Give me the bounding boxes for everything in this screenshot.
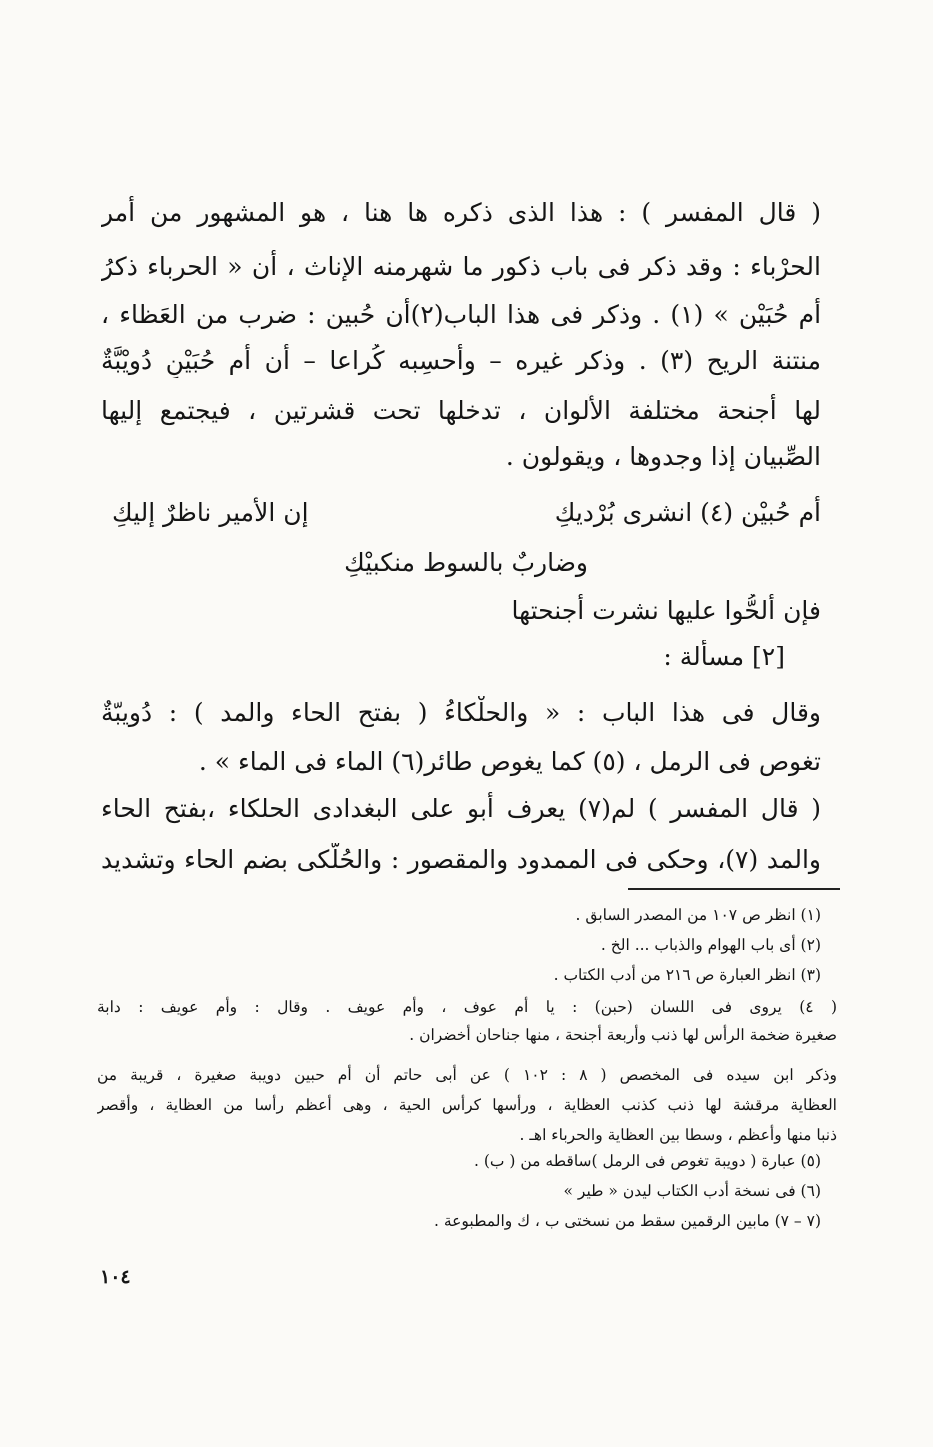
body-line: تغوص فى الرمل ، (٥) كما يغوص طائر(٦) الماء فى الماء » . — [198, 747, 821, 776]
footnote: (٥) عبارة ( دويبة تغوص فى الرمل )ساقطه من ( ب) . — [473, 1152, 821, 1170]
verse-hemistich-right: أم حُبيْن (٤) انشرى بُرْديكِ — [554, 498, 821, 527]
verse-line: فإن ألحُّوا عليها نشرت أجنحتها — [511, 596, 821, 625]
verse-hemistich-left: إن الأمير ناظرٌ إليكِ — [112, 498, 309, 527]
body-line: لها أجنحة مختلفة الأَلوان ، تدخلها تحت قشرتين ، فيجتمع إليها — [101, 396, 821, 425]
body-line: وقال فى هذا الباب : « والحلْكاءُ ( بفتح الحاء والمد ) : دُويبّةٌ — [101, 698, 821, 727]
body-line: ( قال المفسر ) لم(٧) يعرف أبو على البغدادى الحلكاء ،بفتح الحاء — [101, 794, 821, 823]
body-line: الصِّبيان إذا وجدوها ، ويقولون . — [505, 442, 821, 471]
body-line: منتنة الريح (٣) . وذكر غيره – وأحسِبه كُراعا – أن أم حُبَيْنٍ دُويْبَّةٌ — [101, 346, 821, 375]
section-heading: [٢] مسألة : — [663, 642, 785, 671]
page-number: ١٠٤ — [100, 1266, 131, 1288]
footnote: (٢) أى باب الهوام والذباب ... الخ . — [600, 936, 821, 954]
body-line: أم حُبَيْن » (١) . وذكر فى هذا الباب(٢)أن حُبين : ضرب من العَظاء ، — [101, 300, 821, 329]
footnote: العظاية مرقشة لها ذنب كذنب العظاية ، ورأسها كرأس الحية ، وهى أعظم رأسا من العظاية ، وأقصر — [97, 1096, 837, 1114]
footnote: ( ٤) يروى فى اللسان (حبن) : يا أم عوف ، وأم عويف . وقال : وأم عويف : دابة — [97, 998, 837, 1016]
footnote: (١) انظر ص ١٠٧ من المصدر السابق . — [575, 906, 821, 924]
footnote: وذكر ابن سيده فى المخصص ( ٨ : ١٠٢ ) عن أبى حاتم أن أم حبين دويبة صغيرة ، قريبة من — [97, 1066, 837, 1084]
footnote: (٦) فى نسخة أدب الكتاب ليدن « طير » — [563, 1182, 821, 1200]
footnote-separator — [628, 888, 840, 890]
footnote: صغيرة ضخمة الرأس لها ذنب وأربعة أجنحة ، منها جناحان أخضران . — [409, 1026, 837, 1044]
footnote: (٧ – ٧) مابين الرقمين سقط من نسختى ب ، ك والمطبوعة . — [433, 1212, 821, 1230]
body-line: الحرْباء : وقد ذكر فى باب ذكور ما شهرمنه الإناث ، أن « الحرباء ذكرُ — [101, 252, 821, 281]
body-line: ( قال المفسر ) : هذا الذى ذكره ها هنا ، هو المشهور من أمر — [101, 198, 821, 227]
body-line: والمد (٧)، وحكى فى الممدود والمقصور : والحُلَّكى بضم الحاء وتشديد — [101, 845, 821, 874]
footnote: (٣) انظر العبارة ص ٢١٦ من أدب الكتاب . — [553, 966, 821, 984]
footnote: ذنبا منها وأعظم ، وسطا بين العظاية والحرباء اهـ . — [519, 1126, 837, 1144]
verse-line: وضاربٌ بالسوط منكبيْكِ — [344, 548, 588, 577]
